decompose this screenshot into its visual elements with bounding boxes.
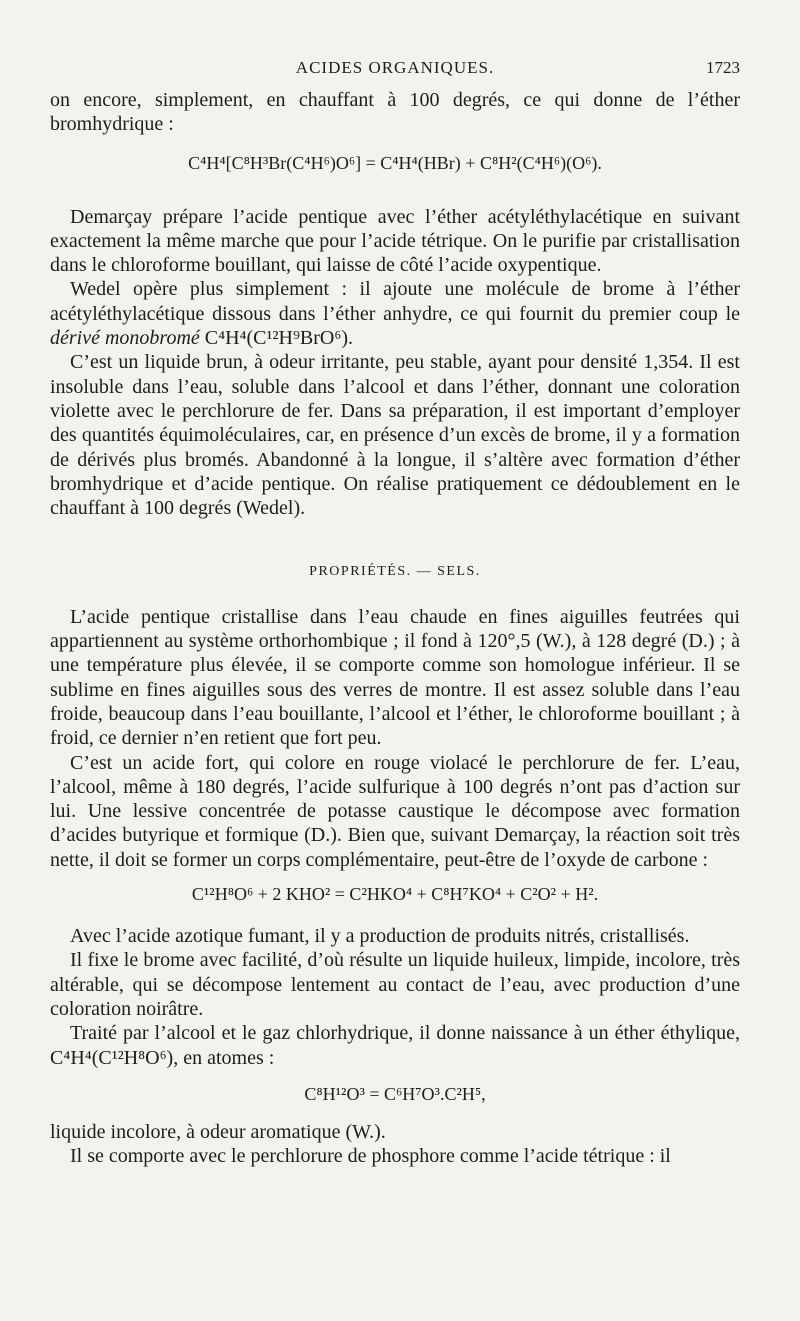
paragraph-7: Avec l’acide azotique fumant, il y a production de produits nitrés, cristallisés. bbox=[70, 925, 690, 948]
paragraph-5: L’acide pentique cristallise dans l’eau chaude en fines aiguilles feutrées qui appartiennent au système orthorhombique ; il fond à 120°,5 (W.), à 128 degré (D.) ; à une température plus élevée, il se comporte comme son homologue inférieur. Il se sublime en fines aiguilles sous des verres de montre. Il est assez soluble dans l’eau froide, beaucoup dans l’eau bouillante, l’alcool et l’éther, le chloroforme bouillant ; à froid, ce dernier n’en retient que fort peu. bbox=[50, 605, 740, 750]
paragraph-6: C’est un acide fort, qui colore en rouge violacé le perchlorure de fer. L’eau, l’alcool, même à 180 degrés, l’acide sulfurique à 100 degrés n’ont pas d’action sur lui. Une lessive concentrée de potasse caustique le décompose avec formation d’acides butyrique et formique (D.). Bien que, suivant Demarçay, la réaction soit très nette, il doit se former un corps complémentaire, peut-être de l’oxyde de carbone : bbox=[50, 751, 740, 871]
paragraph-1: on encore, simplement, en chauffant à 100 degrés, ce qui donne de l’éther bromhydrique : bbox=[50, 89, 740, 136]
paragraph-3 bbox=[50, 277, 740, 350]
page-number: 1723 bbox=[706, 58, 740, 77]
paragraph-4: C’est un liquide brun, à odeur irritante, peu stable, ayant pour densité 1,354. Il est insoluble dans l’eau, soluble dans l’alcool et dans l’éther, donnant une coloration violette avec le perchlorure de fer. Dans sa préparation, il est important d’employer des quantités équimoléculaires, car, en présence d’un excès de brome, il y a formation de dérivés plus bromés. Abandonné à la longue, il s’altère avec formation d’éther bromhydrique et d’acide pentique. On réalise pratiquement ce dédoublement en le chauffant à 100 degrés (Wedel). bbox=[50, 351, 740, 520]
paragraph-2: Demarçay prépare l’acide pentique avec l’éther acétyléthylacétique en suivant exactement la même marche que pour l’acide tétrique. On le purifie par cristallisation dans le chloroforme bouillant, qui laisse de côté l’acide oxypentique. bbox=[50, 205, 740, 277]
paragraph-3-text-a: Wedel opère plus simplement : il ajoute une molécule de brome à l’éther acétyléthylacétique dissous dans l’éther anhydre, ce qui fournit du premier coup le bbox=[50, 278, 740, 325]
page-body bbox=[50, 88, 740, 1168]
paragraph-3-text-c: C⁴H⁴(C¹²H⁹BrO⁶). bbox=[199, 327, 353, 350]
italic-term: dérivé monobromé bbox=[50, 327, 200, 350]
formula-3: C⁸H¹²O³ = C⁶H⁷O³.C²H⁵, bbox=[304, 1083, 486, 1104]
page-header bbox=[50, 58, 740, 86]
paragraph-10: liquide incolore, à odeur aromatique (W.). bbox=[50, 1120, 386, 1143]
formula-2: C¹²H⁸O⁶ + 2 KHO² = C²HKO⁴ + C⁸H⁷KO⁴ + C²O² + H². bbox=[191, 884, 599, 905]
paragraph-9: Traité par l’alcool et le gaz chlorhydrique, il donne naissance à un éther éthylique, C⁴H⁴(C¹²H⁸O⁶), en atomes : bbox=[50, 1022, 740, 1069]
formula-1: C⁴H⁴[C⁸H³Br(C⁴H⁶)O⁶] = C⁴H⁴(HBr) + C⁸H²(C⁴H⁶)(O⁶). bbox=[188, 152, 602, 173]
paragraph-11: Il se comporte avec le perchlorure de phosphore comme l’acide tétrique : il bbox=[70, 1145, 671, 1168]
paragraph-8: Il fixe le brome avec facilité, d’où résulte un liquide huileux, limpide, incolore, très altérable, qui se décompose lentement au contact de l’eau, avec production d’une coloration noirâtre. bbox=[50, 949, 740, 1020]
running-title: ACIDES ORGANIQUES. bbox=[295, 58, 495, 77]
section-title: PROPRIÉTÉS. — SELS. bbox=[309, 564, 481, 580]
